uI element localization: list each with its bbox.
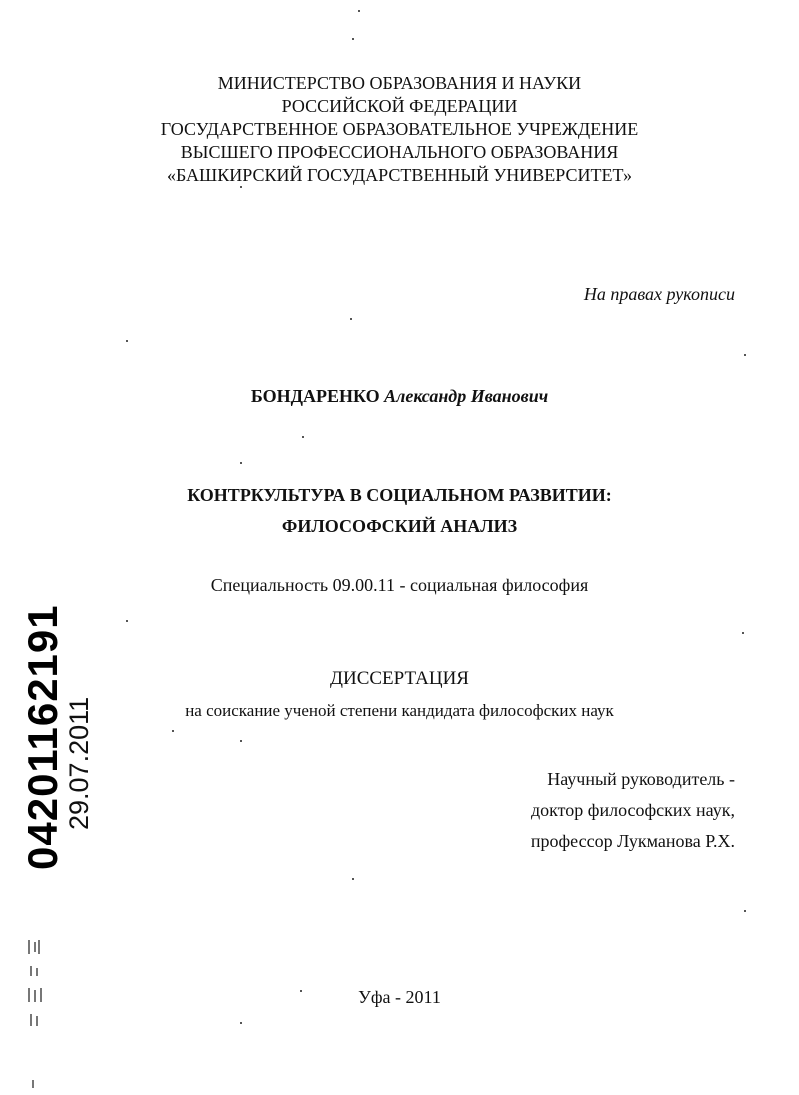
scan-speck — [358, 10, 360, 12]
header-line-institution-type: ГОСУДАРСТВЕННОЕ ОБРАЗОВАТЕЛЬНОЕ УЧРЕЖДЕНИЕ — [160, 119, 639, 139]
degree-line: на соискание ученой степени кандидата философских наук — [185, 701, 614, 720]
scan-speck — [744, 354, 746, 356]
supervisor-line-3: профессор Лукманова Р.Х. — [530, 831, 735, 851]
header-line-education-level: ВЫСШЕГО ПРОФЕССИОНАЛЬНОГО ОБРАЗОВАНИЯ — [180, 142, 619, 162]
scan-speck — [172, 730, 174, 732]
scan-speck — [240, 1022, 242, 1024]
specialty: Специальность 09.00.11 - социальная философия — [210, 575, 589, 595]
scan-speck — [126, 340, 128, 342]
stamp-number: 04201162191 — [19, 604, 66, 870]
dissertation-title — [0, 480, 799, 542]
scan-speck — [352, 38, 354, 40]
author-name — [0, 386, 799, 407]
author-given-names: Александр Иванович — [384, 386, 549, 406]
library-stamp — [19, 604, 100, 870]
title-line-2: ФИЛОСОФСКИЙ АНАЛИЗ — [281, 516, 518, 536]
supervisor-line-2: доктор философских наук, — [531, 800, 735, 820]
scan-speck — [240, 186, 242, 188]
institution-header — [0, 72, 799, 187]
scan-speck — [240, 462, 242, 464]
scan-speck — [744, 910, 746, 912]
header-line-university: «БАШКИРСКИЙ ГОСУДАРСТВЕННЫЙ УНИВЕРСИТЕТ» — [166, 165, 633, 185]
stamp-date: 29.07.2011 — [64, 696, 94, 830]
scan-speck — [240, 740, 242, 742]
scan-speck — [352, 878, 354, 880]
dissertation-label: ДИССЕРТАЦИЯ — [330, 668, 469, 689]
scan-speck — [300, 990, 302, 992]
header-line-federation: РОССИЙСКОЙ ФЕДЕРАЦИИ — [281, 96, 518, 116]
author-surname: БОНДАРЕНКО — [250, 386, 380, 406]
scan-speck — [126, 620, 128, 622]
scan-speck — [302, 436, 304, 438]
title-line-1: КОНТРКУЛЬТУРА В СОЦИАЛЬНОМ РАЗВИТИИ: — [187, 485, 612, 505]
city-year: Уфа - 2011 — [358, 987, 441, 1007]
supervisor-block — [531, 764, 735, 857]
header-line-ministry: МИНИСТЕРСТВО ОБРАЗОВАНИЯ И НАУКИ — [217, 73, 582, 93]
manuscript-note: На правах рукописи — [583, 284, 735, 304]
supervisor-line-1: Научный руководитель - — [547, 769, 735, 789]
scan-speck — [742, 632, 744, 634]
scan-speck — [350, 318, 352, 320]
